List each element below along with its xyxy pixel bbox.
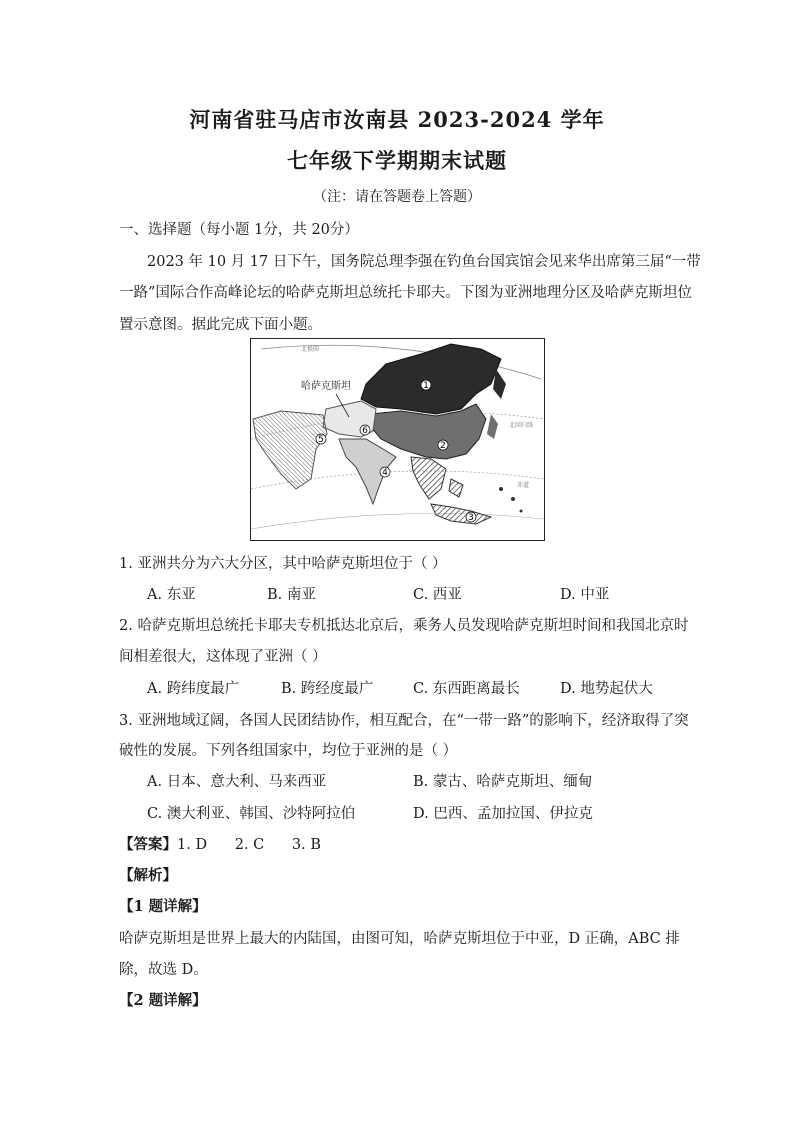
q2-option-c: C. 东西距离最长 <box>413 681 520 697</box>
q1-option-a: A. 东亚 <box>147 587 196 603</box>
q3-option-c: C. 澳大利亚、韩国、沙特阿拉伯 <box>147 806 356 822</box>
intro-line-2: 一路”国际合作高峰论坛的哈萨克斯坦总统托卡耶夫。下图为亚洲地理分区及哈萨克斯坦位 <box>119 285 692 301</box>
label-kazakhstan: 哈萨克斯坦 <box>301 381 351 392</box>
label-tropic: 北回归线 <box>509 422 534 429</box>
q2-option-a: A. 跨纬度最广 <box>147 681 240 697</box>
label-equator: 赤道 <box>517 482 530 489</box>
title-line-2: 七年级下学期期末试题 <box>287 148 507 173</box>
label-arctic-circle: 北极圈 <box>301 346 320 353</box>
q3-option-a: A. 日本、意大利、马来西亚 <box>147 774 327 790</box>
q1-detail-heading: 【1 题详解】 <box>119 898 207 915</box>
region-label-2: 2 <box>440 441 446 451</box>
region-label-5: 5 <box>318 435 324 445</box>
region-label-1: 1 <box>423 381 429 391</box>
region-north-asia <box>361 344 501 414</box>
region-west-asia <box>253 411 327 489</box>
q3-stem-line-1: 3. 亚洲地域辽阔，各国人民团结协作，相互配合，在“一带一路”的影响下，经济取得了突 <box>119 713 689 729</box>
q2-option-b: B. 跨经度最广 <box>281 681 374 697</box>
q1-option-d: D. 中亚 <box>560 587 610 603</box>
q1-stem: 1. 亚洲共分为六大分区，其中哈萨克斯坦位于（ ） <box>119 556 447 572</box>
region-label-4: 4 <box>382 468 388 478</box>
region-southeast-asia <box>411 457 446 499</box>
q1-detail-line-1: 哈萨克斯坦是世界上最大的内陆国，由图可知，哈萨克斯坦位于中亚，D 正确，ABC 排 <box>119 931 680 947</box>
q3-option-d: D. 巴西、孟加拉国、伊拉克 <box>413 806 593 822</box>
intro-line-3: 置示意图。据此完成下面小题。 <box>119 317 322 333</box>
q3-option-b: B. 蒙古、哈萨克斯坦、缅甸 <box>413 774 593 790</box>
q2-stem-line-2: 间相差很大，这体现了亚洲（ ） <box>119 649 327 665</box>
q2-option-d: D. 地势起伏大 <box>560 681 653 697</box>
section-heading: 一、选择题（每小题 1分，共 20分） <box>119 222 359 238</box>
q2-detail-heading: 【2 题详解】 <box>119 992 207 1009</box>
q1-option-b: B. 南亚 <box>267 587 316 603</box>
intro-line-1: 2023 年 10 月 17 日下午，国务院总理李强在钓鱼台国宾馆会见来华出席第三届“一带 <box>147 254 701 270</box>
asia-regions-map <box>250 338 545 541</box>
q2-stem-line-1: 2. 哈萨克斯坦总统托卡耶夫专机抵达北京后，乘务人员发现哈萨克斯坦时间和我国北京时 <box>119 618 689 634</box>
region-label-3: 3 <box>468 513 474 523</box>
answer-values: 1. D 2. C 3. B <box>177 837 322 853</box>
note: （注：请在答题卷上答题） <box>313 189 481 205</box>
q1-detail-line-2: 除，故选 D。 <box>119 962 208 978</box>
title-line-1: 河南省驻马店市汝南县 2023-2024 学年 <box>189 107 605 132</box>
q1-option-c: C. 西亚 <box>413 587 462 603</box>
q3-stem-line-2: 破性的发展。下列各组国家中，均位于亚洲的是（ ） <box>119 743 458 759</box>
answer-line <box>119 833 321 854</box>
region-label-6: 6 <box>362 426 368 436</box>
answer-label: 【答案】 <box>119 836 177 853</box>
analysis-heading: 【解析】 <box>119 867 177 884</box>
map-svg <box>251 339 544 540</box>
